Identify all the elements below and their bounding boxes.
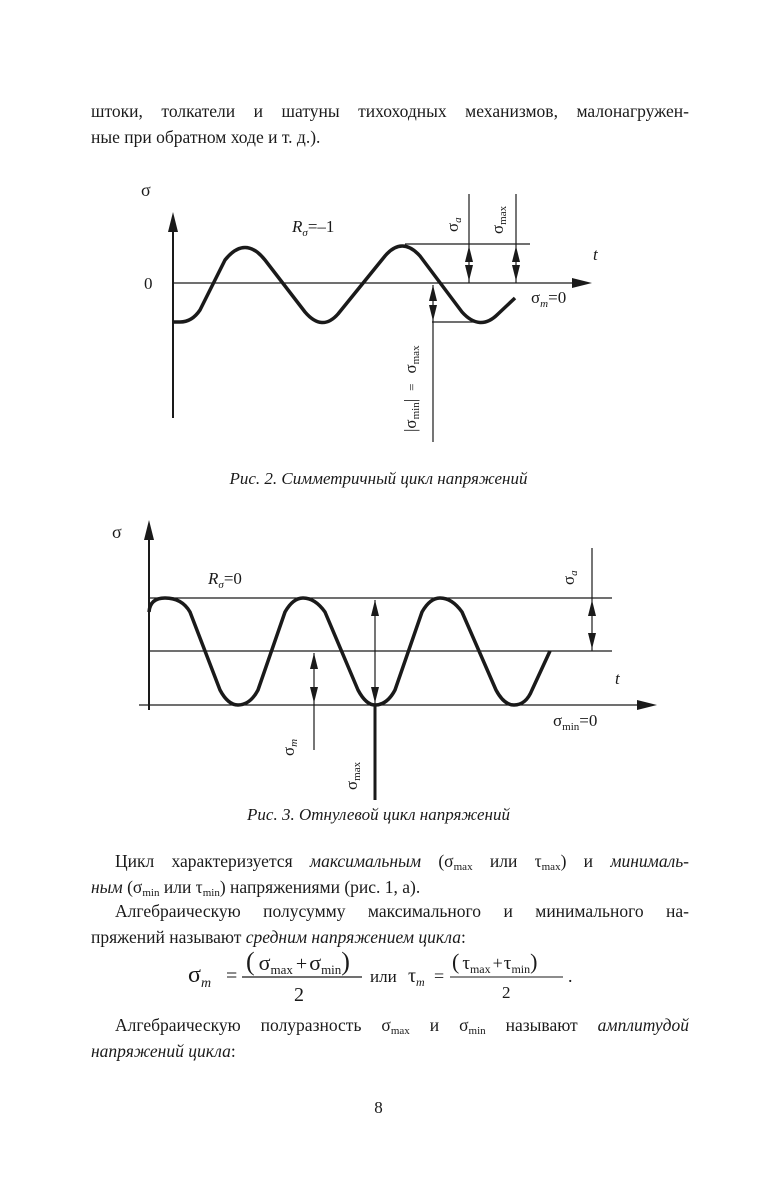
fig2-sigma-max-arrow (512, 246, 520, 262)
fig2-y-arrowhead (168, 212, 178, 232)
fig2-sigma-min-arrow-down (429, 305, 437, 321)
fig2-sigma-m-label: $\sigma_m=0$ (531, 288, 567, 310)
paragraph-mean-stress (91, 898, 689, 950)
fig2-zero-label: 0 (144, 274, 153, 293)
figure-3-pulsating-cycle (0, 515, 757, 805)
formula-numerator-2: ( $\tau_{max} +\tau_{min}$) (452, 949, 538, 976)
formula-eq-2: = (434, 966, 445, 986)
formula-or: или (370, 967, 397, 986)
fig2-caption: Рис. 2. Симметричный цикл напряжений (229, 469, 528, 488)
page-number: 8 (374, 1098, 383, 1117)
para1-line-1: Цикл характеризуется максимальным ($\sigma_{max}$ или $\tau_{max}$) и минималь- (115, 851, 690, 873)
intro-line-1: штоки, толкатели и шатуны тихоходных механизмов, малонагружен- (91, 101, 689, 121)
fig2-sigma-max-arrow-down (512, 265, 520, 281)
fig3-sigma-max-label: σmax (342, 761, 363, 790)
formula-eq-1: = (226, 965, 238, 987)
intro-paragraph (91, 98, 689, 150)
formula-dot: . (568, 966, 573, 986)
fig3-sigma-m-arrow-up (310, 653, 318, 669)
fig3-t-arrowhead (637, 700, 657, 710)
fig2-t-label: t (593, 245, 598, 264)
fig2-r-label: $R_\sigma=-1$ (292, 217, 335, 239)
paragraph-cycle-characterization (91, 848, 689, 900)
fig3-y-arrowhead (144, 520, 154, 540)
fig2-sigma-a-arrow-down (465, 265, 473, 281)
para1-line-2: ным ($\sigma_{min}$ или $\tau_{min}$) напряжениями (рис. 1, а). (91, 877, 421, 899)
fig3-sigma-a-arrow-up (588, 600, 596, 616)
para2-line-2: пряжений называют средним напряжением цикла: (91, 927, 466, 947)
fig2-sigma-min-arrow (429, 285, 437, 301)
fig3-r-label: $R_\sigma=0$ (208, 569, 242, 591)
fig3-sigma-label: σ (112, 522, 122, 542)
fig3-sigma-m-arrow-down (310, 687, 318, 703)
para3-line-2: напряжений цикла: (91, 1041, 236, 1061)
fig3-sigma-min-label: $\sigma_{min}=0$ (553, 711, 598, 733)
formula-sigma-m: $\sigma_m$ (188, 962, 212, 991)
fig2-abs-min-equals-max-label: |σmin|=σmax (401, 345, 422, 432)
formula-denominator-2: 2 (502, 983, 511, 1002)
formula-numerator-1: ( σmax +σmin) (246, 947, 350, 977)
para2-line-1: Алгебраическую полусумму максимального и минимального на- (115, 901, 689, 921)
fig2-sigma-a-arrow (465, 246, 473, 262)
fig3-sigma-a-arrow-down (588, 633, 596, 649)
fig3-sigma-max-arrow-down (371, 687, 379, 703)
fig3-caption: Рис. 3. Отнулевой цикл напряжений (247, 805, 510, 824)
fig2-sigma-max-label: σmax (488, 205, 509, 234)
fig2-sigma-a-label: σa (443, 217, 464, 232)
formula-tau-m: $\tau_m$ (408, 965, 425, 989)
fig2-stress-curve (173, 246, 515, 323)
para3-line-1: Алгебраическую полуразность $\sigma_{max}$ и $\sigma_{min}$ называют амплитудой (115, 1015, 689, 1037)
fig3-t-label: t (615, 669, 620, 688)
intro-line-2: ные при обратном ходе и т. д.). (91, 127, 321, 147)
formula-denominator-1: 2 (294, 984, 304, 1006)
fig2-sigma-label: σ (141, 180, 151, 200)
mean-stress-formula (0, 946, 757, 1006)
fig3-sigma-m-label: σm (279, 738, 300, 756)
fig3-sigma-a-label: σa (559, 570, 580, 585)
figure-2-symmetric-cycle (0, 170, 757, 460)
fig3-sigma-max-arrow-up (371, 600, 379, 616)
paragraph-amplitude (91, 1012, 689, 1064)
fig2-t-arrowhead (572, 278, 592, 288)
